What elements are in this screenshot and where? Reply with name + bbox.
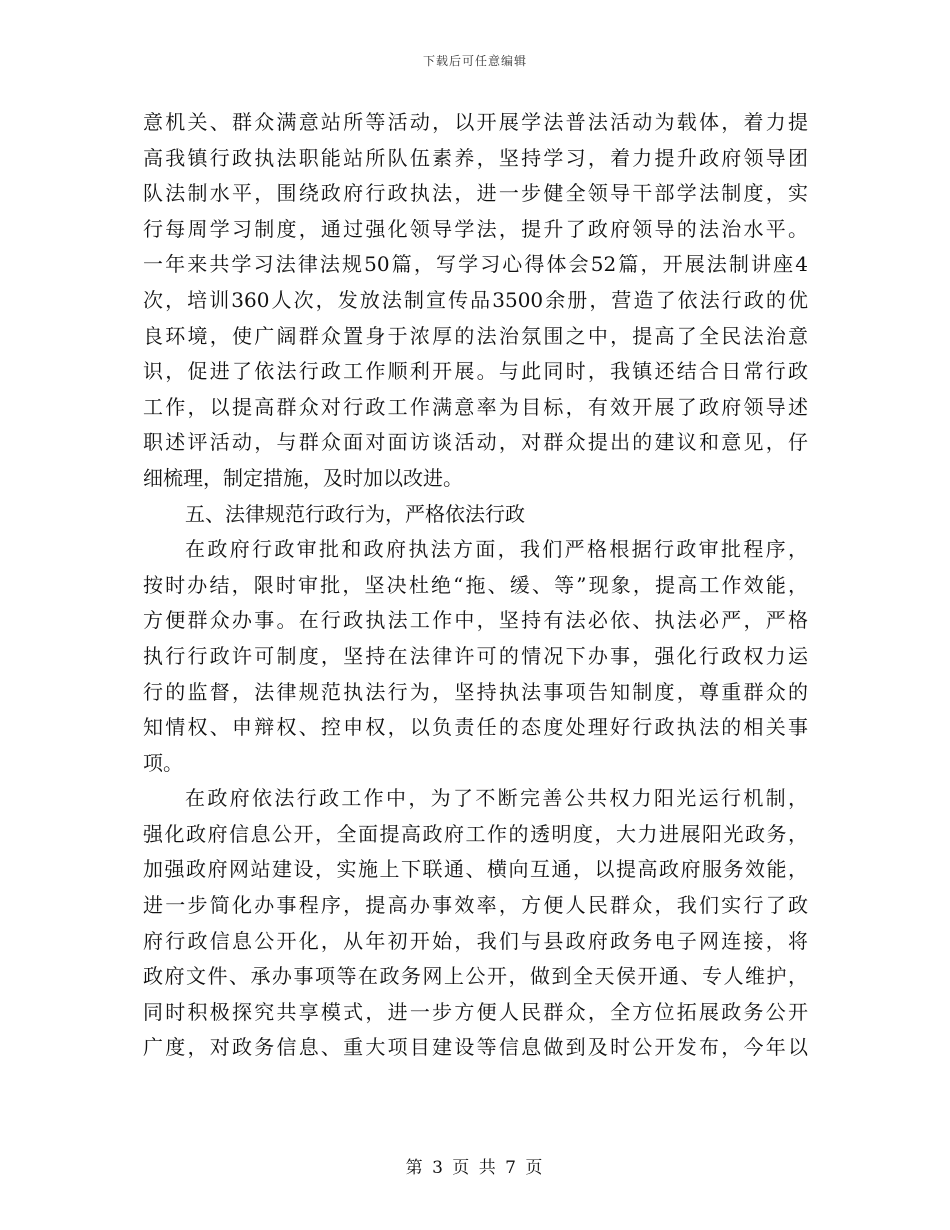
text-line: 强化政府信息公开，全面提高政府工作的透明度，大力进展阳光政务， <box>143 821 808 846</box>
text-line: 次，培训360人次，发放法制宣传品3500余册，营造了依法行政的优 <box>143 287 808 312</box>
text-line: 职述评活动，与群众面对面访谈活动，对群众提出的建议和意见，仔 <box>143 430 808 455</box>
text-line: 队法制水平，围绕政府行政执法，进一步健全领导干部学法制度，实 <box>143 181 808 206</box>
text-line: 工作，以提高群众对行政工作满意率为目标，有效开展了政府领导述 <box>143 394 808 419</box>
text-line: 行的监督，法律规范执法行为，坚持执法事项告知制度，尊重群众的 <box>143 679 808 704</box>
text-line: 广度，对政务信息、重大项目建设等信息做到及时公开发布，今年以 <box>143 1035 808 1060</box>
text-line: 行每周学习制度，通过强化领导学法，提升了政府领导的法治水平。 <box>143 216 808 241</box>
text-line: 加强政府网站建设，实施上下联通、横向互通，以提高政府服务效能， <box>143 857 808 882</box>
text-line: 进一步简化办事程序，提高办事效率，方便人民群众，我们实行了政 <box>143 893 808 918</box>
text-line: 细梳理，制定措施，及时加以改进。 <box>143 465 463 490</box>
text-line: 意机关、群众满意站所等活动，以开展学法普法活动为载体，着力提 <box>143 110 808 134</box>
text-line: 识，促进了依法行政工作顺利开展。与此同时，我镇还结合日常行政 <box>143 359 808 384</box>
page-header: 下载后可任意编辑 <box>422 54 527 68</box>
text-line: 方便群众办事。在行政执法工作中，坚持有法必依、执法必严，严格 <box>143 608 808 633</box>
text-line: 府行政信息公开化，从年初开始，我们与县政府政务电子网连接，将 <box>143 928 808 953</box>
text-line: 五、法律规范行政行为，严格依法行政 <box>185 501 525 526</box>
text-line: 在政府依法行政工作中，为了不断完善公共权力阳光运行机制， <box>185 786 808 811</box>
text-line: 知情权、申辩权、控申权，以负责任的态度处理好行政执法的相关事 <box>143 715 808 740</box>
text-line: 高我镇行政执法职能站所队伍素养，坚持学习，着力提升政府领导团 <box>143 145 808 170</box>
text-line: 在政府行政审批和政府执法方面，我们严格根据行政审批程序， <box>185 537 808 562</box>
text-line: 政府文件、承办事项等在政务网上公开，做到全天侯开通、专人维护， <box>143 964 808 989</box>
text-line: 按时办结，限时审批，坚决杜绝“拖、缓、等”现象，提高工作效能， <box>143 572 808 597</box>
document-body <box>143 105 808 1066</box>
page-footer: 第 3 页 共 7 页 <box>405 1158 545 1178</box>
text-line: 项。 <box>143 750 183 775</box>
text-line: 执行行政许可制度，坚持在法律许可的情况下办事，强化行政权力运 <box>143 643 808 668</box>
text-line: 良环境，使广阔群众置身于浓厚的法治氛围之中，提高了全民法治意 <box>143 323 808 348</box>
text-line: 一年来共学习法律法规50篇，写学习心得体会52篇，开展法制讲座4 <box>143 252 808 277</box>
text-line: 同时积极探究共享模式，进一步方便人民群众，全方位拓展政务公开 <box>143 999 808 1024</box>
